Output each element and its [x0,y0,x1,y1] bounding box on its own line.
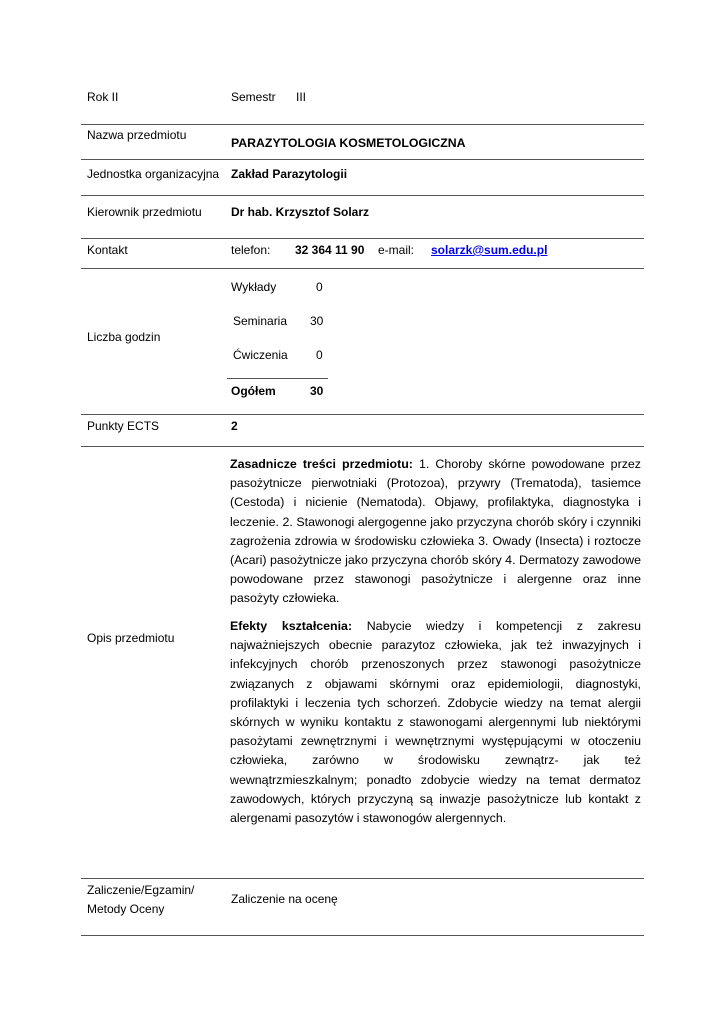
assessment-value: Zaliczenie na ocenę [231,892,338,906]
row-divider [81,268,644,269]
row-divider [81,935,644,936]
row-divider [81,195,644,196]
contact-label: Kontakt [87,243,128,257]
year-label: Rok II [87,90,119,104]
row-divider [81,238,644,239]
exercises-label: Ćwiczenia [233,348,288,362]
description-label: Opis przedmiotu [87,631,175,645]
learning-outcomes-heading: Efekty kształcenia: [230,619,353,633]
row-divider [81,446,644,447]
course-content-text: 1. Choroby skórne powodowane przez pasożytnicze pierwotniaki (Protozoa), przywry (Trematoda), tasiemce (Cestoda) i nicienie (Nematoda). Objawy, profilaktyka, diagnostyka i leczenie. 2. Stawonogi alergogenne jako przyczyna chorób skóry i czynniki zagrożenia zdrowia w środowisku człowieka 3. Owady (Insecta) i roztocze (Acari) pasożytnicze jako przyczyna chorób skóry 4. Dermatozy zawodowe powodowane przez stawonogi pasożytnicze i alergenne oraz inne pasożyty człowieka. [230,457,641,606]
semester-label: Semestr [231,90,276,104]
unit-value: Zakład Parazytologii [231,167,348,181]
semester-value: III [296,90,307,104]
row-divider [81,159,644,160]
row-divider [81,124,644,125]
email-link[interactable]: solarzk@sum.edu.pl [431,243,548,257]
unit-label: Jednostka organizacyjna [87,167,220,181]
phone-value: 32 364 11 90 [295,243,365,257]
assessment-label-line1: Zaliczenie/Egzamin/ [87,883,195,897]
course-content-heading: Zasadnicze treści przedmiotu: [230,457,413,471]
email-label: e-mail: [378,243,415,257]
subject-name: PARAZYTOLOGIA KOSMETOLOGICZNA [231,136,466,150]
hours-label: Liczba godzin [87,330,161,344]
lectures-value: 0 [316,280,323,294]
lectures-label: Wykłady [231,280,277,294]
exercises-value: 0 [316,348,323,362]
ects-value: 2 [231,419,238,433]
row-divider [81,414,644,415]
total-label: Ogółem [231,384,276,398]
head-label: Kierownik przedmiotu [87,205,202,219]
ects-label: Punkty ECTS [87,419,160,433]
subject-label: Nazwa przedmiotu [87,128,187,142]
course-content-paragraph [230,455,641,609]
hours-sum-divider [227,378,328,379]
phone-label: telefon: [231,243,271,257]
seminars-label: Seminaria [233,314,288,328]
learning-outcomes-text: Nabycie wiedzy i kompetencji z zakresu najważniejszych obecnie parazytoz człowieka, jak też inwazyjnych i infekcyjnych chorób przenoszonych przez stawonogi pasożytnicze związanych z objawami skórnymi oraz epidemiologii, diagnostyki, profilaktyki i leczenia tych schorzeń. Zdobycie wiedzy na temat alergii skórnych w wyniku kontaktu z stawonogami alergennymi lub niektórymi pasożytami zewnętrznymi i wewnętrznymi występującymi w otoczeniu człowieka, zarówno w środowisku zewnątrz- jak też wewnątrzmieszkalnym; ponadto zdobycie wiedzy na temat dermatoz zawodowych, których przyczyną są inwazje pasożytnicze lub kontakt z alergenami pasozytów i stawonogów alergennych. [230,619,641,826]
learning-outcomes-paragraph [230,617,641,828]
assessment-label-line2: Metody Oceny [87,902,165,916]
row-divider [81,878,644,879]
seminars-value: 30 [310,314,324,328]
head-value: Dr hab. Krzysztof Solarz [231,205,370,219]
total-value: 30 [310,384,324,398]
